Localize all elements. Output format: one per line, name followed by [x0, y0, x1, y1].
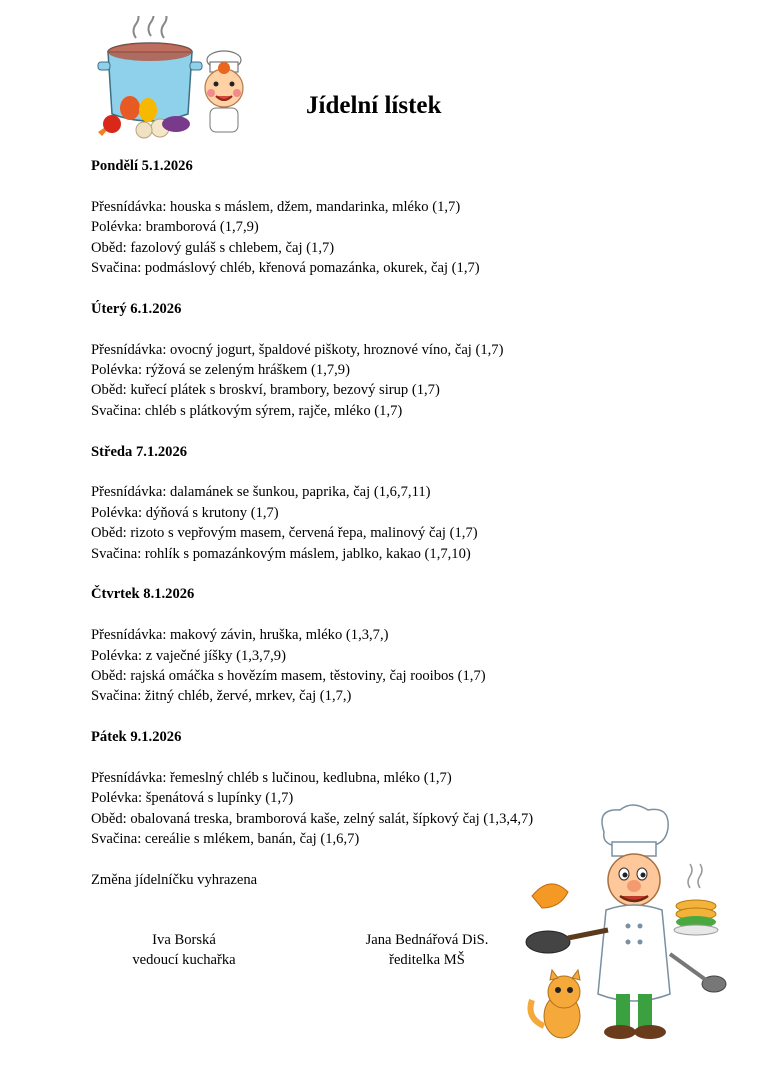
menu-line-snack-pm: Svačina: žitný chléb, žervé, mrkev, čaj (1,7,)	[91, 688, 352, 705]
menu-line-snack-pm: Svačina: podmáslový chléb, křenová pomazánka, okurek, čaj (1,7)	[91, 260, 480, 277]
signature-cook	[128, 930, 240, 971]
menu-line-lunch: Oběd: rajská omáčka s hovězím masem, těstoviny, čaj rooibos (1,7)	[91, 668, 486, 685]
menu-line-snack-pm: Svačina: cereálie s mlékem, banán, čaj (1,6,7)	[91, 831, 360, 848]
signature-name: Iva Borská	[152, 932, 216, 948]
menu-line-lunch: Oběd: obalovaná treska, bramborová kaše, zelný salát, šípkový čaj (1,3,4,7)	[91, 810, 534, 827]
menu-line-lunch: Oběd: kuřecí plátek s broskví, brambory, bezový sirup (1,7)	[91, 382, 440, 399]
day-title: Pondělí 5.1.2026	[91, 158, 193, 174]
menu-line-soup: Polévka: bramborová (1,7,9)	[91, 219, 259, 236]
menu-line-snack-am: Přesnídávka: houska s máslem, džem, mandarinka, mléko (1,7)	[91, 198, 461, 215]
day-title: Pátek 9.1.2026	[91, 729, 182, 746]
day-block-tuesday	[91, 299, 691, 421]
day-title: Úterý 6.1.2026	[91, 300, 182, 317]
menu-line-snack-am: Přesnídávka: řemeslný chléb s lučinou, kedlubna, mléko (1,7)	[91, 770, 452, 787]
page-title: Jídelní lístek	[306, 92, 442, 119]
menu-line-soup: Polévka: špenátová s lupínky (1,7)	[91, 790, 294, 807]
change-note: Změna jídelníčku vyhrazena	[91, 872, 258, 889]
menu-content	[91, 156, 691, 890]
menu-line-soup: Polévka: z vaječné jíšky (1,3,7,9)	[91, 647, 286, 664]
menu-line-snack-pm: Svačina: rohlík s pomazánkovým máslem, jablko, kakao (1,7,10)	[91, 545, 471, 562]
menu-line-snack-am: Přesnídávka: makový závin, hruška, mléko (1,3,7,)	[91, 627, 389, 644]
day-block-monday	[91, 156, 691, 278]
menu-line-snack-pm: Svačina: chléb s plátkovým sýrem, rajče, mléko (1,7)	[91, 402, 403, 419]
signature-name: Jana Bednářová DiS.	[365, 932, 489, 948]
menu-line-lunch: Oběd: fazolový guláš s chlebem, čaj (1,7)	[91, 239, 335, 256]
menu-line-snack-am: Přesnídávka: dalamánek se šunkou, paprika, čaj (1,6,7,11)	[91, 484, 431, 501]
menu-line-soup: Polévka: dýňová s krutony (1,7)	[91, 504, 279, 521]
day-title: Středa 7.1.2026	[91, 443, 188, 460]
day-block-thursday	[91, 584, 691, 706]
signature-role: vedoucí kuchařka	[132, 952, 236, 969]
day-title: Čtvrtek 8.1.2026	[91, 586, 195, 603]
chef-illustration	[520, 804, 756, 1056]
menu-line-snack-am: Přesnídávka: ovocný jogurt, špaldové piškoty, hroznové víno, čaj (1,7)	[91, 341, 504, 358]
day-block-wednesday	[91, 442, 691, 564]
menu-line-soup: Polévka: rýžová se zeleným hráškem (1,7,9)	[91, 362, 350, 379]
signature-role: ředitelka MŠ	[389, 952, 465, 969]
cooking-pot-illustration	[96, 16, 256, 142]
signature-director	[352, 930, 502, 971]
menu-line-lunch: Oběd: rizoto s vepřovým masem, červená řepa, malinový čaj (1,7)	[91, 525, 478, 542]
